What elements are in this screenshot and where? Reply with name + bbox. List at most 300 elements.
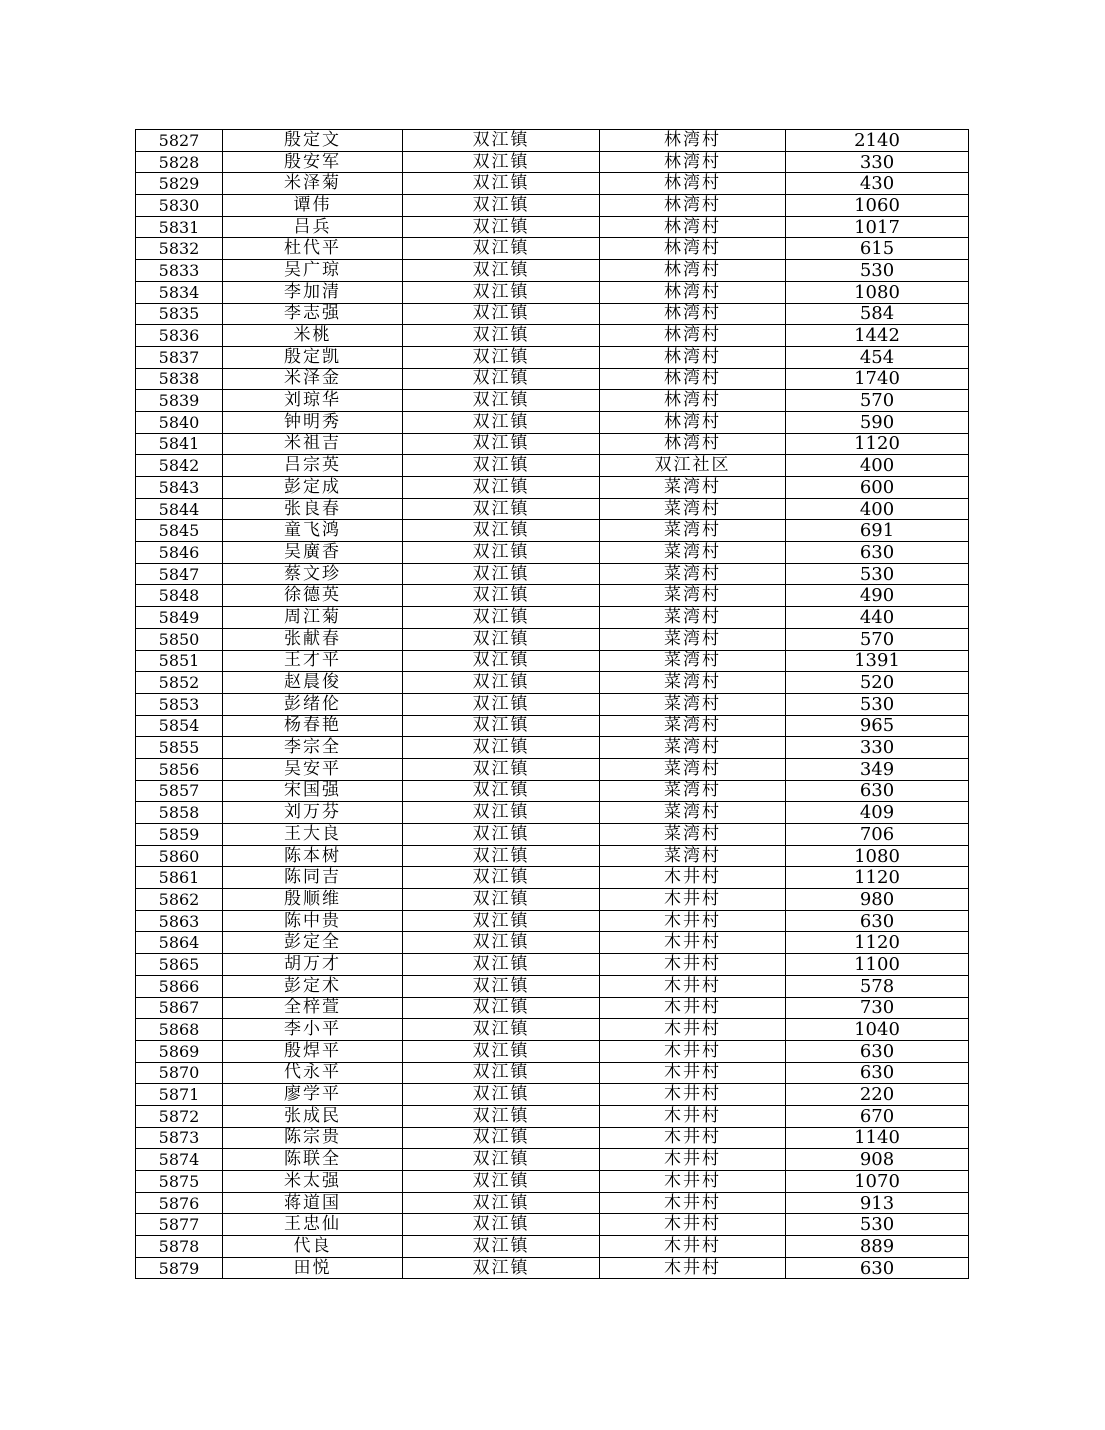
cell-name: 刘琼华 bbox=[223, 390, 403, 412]
cell-id: 5827 bbox=[136, 130, 223, 152]
cell-amount: 570 bbox=[786, 390, 969, 412]
cell-amount: 630 bbox=[786, 780, 969, 802]
cell-id: 5863 bbox=[136, 910, 223, 932]
cell-id: 5874 bbox=[136, 1149, 223, 1171]
cell-village: 林湾村 bbox=[600, 368, 786, 390]
cell-name: 殷定凯 bbox=[223, 346, 403, 368]
table-row bbox=[136, 910, 969, 932]
cell-name: 徐德英 bbox=[223, 585, 403, 607]
table-row bbox=[136, 281, 969, 303]
cell-name: 张成民 bbox=[223, 1105, 403, 1127]
cell-amount: 1100 bbox=[786, 954, 969, 976]
cell-village: 林湾村 bbox=[600, 303, 786, 325]
cell-amount: 1080 bbox=[786, 281, 969, 303]
cell-id: 5859 bbox=[136, 824, 223, 846]
cell-amount: 578 bbox=[786, 975, 969, 997]
cell-id: 5862 bbox=[136, 889, 223, 911]
cell-id: 5833 bbox=[136, 260, 223, 282]
cell-town: 双江镇 bbox=[403, 173, 600, 195]
table-row bbox=[136, 585, 969, 607]
cell-town: 双江镇 bbox=[403, 1105, 600, 1127]
cell-name: 殷焊平 bbox=[223, 1040, 403, 1062]
cell-town: 双江镇 bbox=[403, 997, 600, 1019]
cell-amount: 2140 bbox=[786, 130, 969, 152]
table-row bbox=[136, 845, 969, 867]
cell-amount: 1070 bbox=[786, 1171, 969, 1193]
cell-village: 菜湾村 bbox=[600, 650, 786, 672]
cell-amount: 349 bbox=[786, 758, 969, 780]
cell-village: 木井村 bbox=[600, 1171, 786, 1193]
cell-village: 菜湾村 bbox=[600, 628, 786, 650]
cell-amount: 530 bbox=[786, 1214, 969, 1236]
table-row bbox=[136, 216, 969, 238]
table-row bbox=[136, 1236, 969, 1258]
cell-id: 5840 bbox=[136, 411, 223, 433]
table-row bbox=[136, 737, 969, 759]
table-row bbox=[136, 520, 969, 542]
cell-amount: 691 bbox=[786, 520, 969, 542]
cell-name: 李小平 bbox=[223, 1019, 403, 1041]
cell-town: 双江镇 bbox=[403, 585, 600, 607]
cell-name: 李志强 bbox=[223, 303, 403, 325]
table-row bbox=[136, 867, 969, 889]
cell-amount: 730 bbox=[786, 997, 969, 1019]
table-row bbox=[136, 802, 969, 824]
cell-town: 双江镇 bbox=[403, 498, 600, 520]
cell-name: 廖学平 bbox=[223, 1084, 403, 1106]
table-row bbox=[136, 693, 969, 715]
table-row bbox=[136, 650, 969, 672]
cell-village: 木井村 bbox=[600, 867, 786, 889]
table-row bbox=[136, 477, 969, 499]
cell-village: 木井村 bbox=[600, 1192, 786, 1214]
cell-town: 双江镇 bbox=[403, 260, 600, 282]
cell-name: 李加清 bbox=[223, 281, 403, 303]
cell-amount: 1120 bbox=[786, 932, 969, 954]
cell-village: 林湾村 bbox=[600, 411, 786, 433]
cell-name: 陈同吉 bbox=[223, 867, 403, 889]
cell-amount: 670 bbox=[786, 1105, 969, 1127]
cell-name: 彭定全 bbox=[223, 932, 403, 954]
cell-name: 吴广琼 bbox=[223, 260, 403, 282]
cell-amount: 908 bbox=[786, 1149, 969, 1171]
table-row bbox=[136, 1105, 969, 1127]
table-row bbox=[136, 260, 969, 282]
cell-name: 王才平 bbox=[223, 650, 403, 672]
cell-town: 双江镇 bbox=[403, 151, 600, 173]
cell-town: 双江镇 bbox=[403, 975, 600, 997]
cell-name: 吴廣香 bbox=[223, 542, 403, 564]
cell-id: 5860 bbox=[136, 845, 223, 867]
table-row bbox=[136, 390, 969, 412]
cell-id: 5877 bbox=[136, 1214, 223, 1236]
cell-name: 米泽金 bbox=[223, 368, 403, 390]
cell-name: 宋国强 bbox=[223, 780, 403, 802]
table-row bbox=[136, 889, 969, 911]
cell-village: 木井村 bbox=[600, 1214, 786, 1236]
cell-amount: 1040 bbox=[786, 1019, 969, 1041]
cell-town: 双江镇 bbox=[403, 455, 600, 477]
cell-village: 木井村 bbox=[600, 1062, 786, 1084]
cell-town: 双江镇 bbox=[403, 910, 600, 932]
cell-name: 蔡文珍 bbox=[223, 563, 403, 585]
cell-name: 杨春艳 bbox=[223, 715, 403, 737]
cell-name: 张献春 bbox=[223, 628, 403, 650]
cell-town: 双江镇 bbox=[403, 238, 600, 260]
table-row bbox=[136, 607, 969, 629]
cell-village: 木井村 bbox=[600, 932, 786, 954]
cell-town: 双江镇 bbox=[403, 433, 600, 455]
cell-village: 菜湾村 bbox=[600, 824, 786, 846]
cell-id: 5829 bbox=[136, 173, 223, 195]
cell-id: 5830 bbox=[136, 195, 223, 217]
cell-town: 双江镇 bbox=[403, 607, 600, 629]
cell-town: 双江镇 bbox=[403, 303, 600, 325]
cell-amount: 530 bbox=[786, 260, 969, 282]
cell-town: 双江镇 bbox=[403, 628, 600, 650]
cell-town: 双江镇 bbox=[403, 1236, 600, 1258]
table-row bbox=[136, 542, 969, 564]
cell-amount: 1080 bbox=[786, 845, 969, 867]
cell-id: 5847 bbox=[136, 563, 223, 585]
cell-amount: 706 bbox=[786, 824, 969, 846]
cell-amount: 630 bbox=[786, 542, 969, 564]
cell-town: 双江镇 bbox=[403, 1192, 600, 1214]
cell-id: 5836 bbox=[136, 325, 223, 347]
cell-id: 5872 bbox=[136, 1105, 223, 1127]
cell-id: 5864 bbox=[136, 932, 223, 954]
cell-id: 5861 bbox=[136, 867, 223, 889]
cell-amount: 430 bbox=[786, 173, 969, 195]
cell-amount: 630 bbox=[786, 1040, 969, 1062]
cell-town: 双江镇 bbox=[403, 715, 600, 737]
cell-town: 双江镇 bbox=[403, 1019, 600, 1041]
cell-name: 刘万芬 bbox=[223, 802, 403, 824]
cell-amount: 330 bbox=[786, 151, 969, 173]
table-row bbox=[136, 151, 969, 173]
table-row bbox=[136, 1062, 969, 1084]
cell-town: 双江镇 bbox=[403, 889, 600, 911]
cell-village: 林湾村 bbox=[600, 238, 786, 260]
cell-id: 5843 bbox=[136, 477, 223, 499]
cell-id: 5835 bbox=[136, 303, 223, 325]
table-row bbox=[136, 780, 969, 802]
cell-id: 5845 bbox=[136, 520, 223, 542]
cell-village: 菜湾村 bbox=[600, 477, 786, 499]
cell-amount: 1120 bbox=[786, 867, 969, 889]
cell-name: 李宗全 bbox=[223, 737, 403, 759]
cell-id: 5857 bbox=[136, 780, 223, 802]
cell-amount: 440 bbox=[786, 607, 969, 629]
table-row bbox=[136, 498, 969, 520]
table-row bbox=[136, 238, 969, 260]
table-row bbox=[136, 954, 969, 976]
cell-id: 5834 bbox=[136, 281, 223, 303]
table-row bbox=[136, 1257, 969, 1279]
cell-village: 菜湾村 bbox=[600, 802, 786, 824]
cell-id: 5837 bbox=[136, 346, 223, 368]
cell-amount: 630 bbox=[786, 1062, 969, 1084]
cell-id: 5850 bbox=[136, 628, 223, 650]
cell-village: 菜湾村 bbox=[600, 520, 786, 542]
cell-id: 5852 bbox=[136, 672, 223, 694]
cell-amount: 889 bbox=[786, 1236, 969, 1258]
cell-village: 木井村 bbox=[600, 1105, 786, 1127]
cell-id: 5856 bbox=[136, 758, 223, 780]
cell-amount: 630 bbox=[786, 1257, 969, 1279]
cell-village: 木井村 bbox=[600, 997, 786, 1019]
cell-town: 双江镇 bbox=[403, 1127, 600, 1149]
cell-town: 双江镇 bbox=[403, 802, 600, 824]
table-row bbox=[136, 173, 969, 195]
cell-amount: 409 bbox=[786, 802, 969, 824]
cell-town: 双江镇 bbox=[403, 737, 600, 759]
cell-id: 5869 bbox=[136, 1040, 223, 1062]
cell-name: 谭伟 bbox=[223, 195, 403, 217]
cell-town: 双江镇 bbox=[403, 693, 600, 715]
cell-name: 殷顺维 bbox=[223, 889, 403, 911]
table-row bbox=[136, 1040, 969, 1062]
cell-village: 双江社区 bbox=[600, 455, 786, 477]
cell-name: 全梓萱 bbox=[223, 997, 403, 1019]
cell-name: 陈中贵 bbox=[223, 910, 403, 932]
table-row bbox=[136, 1214, 969, 1236]
cell-village: 菜湾村 bbox=[600, 542, 786, 564]
cell-village: 木井村 bbox=[600, 1236, 786, 1258]
cell-amount: 1120 bbox=[786, 433, 969, 455]
cell-village: 林湾村 bbox=[600, 195, 786, 217]
cell-id: 5873 bbox=[136, 1127, 223, 1149]
table-row bbox=[136, 303, 969, 325]
cell-name: 吴安平 bbox=[223, 758, 403, 780]
table-row bbox=[136, 346, 969, 368]
cell-name: 赵晨俊 bbox=[223, 672, 403, 694]
cell-village: 林湾村 bbox=[600, 433, 786, 455]
cell-id: 5838 bbox=[136, 368, 223, 390]
cell-village: 林湾村 bbox=[600, 173, 786, 195]
cell-village: 木井村 bbox=[600, 1084, 786, 1106]
cell-village: 菜湾村 bbox=[600, 780, 786, 802]
cell-name: 张良春 bbox=[223, 498, 403, 520]
cell-amount: 490 bbox=[786, 585, 969, 607]
cell-id: 5842 bbox=[136, 455, 223, 477]
cell-name: 王大良 bbox=[223, 824, 403, 846]
cell-village: 木井村 bbox=[600, 1040, 786, 1062]
cell-amount: 530 bbox=[786, 693, 969, 715]
cell-name: 吕宗英 bbox=[223, 455, 403, 477]
cell-village: 林湾村 bbox=[600, 281, 786, 303]
cell-village: 林湾村 bbox=[600, 390, 786, 412]
cell-amount: 454 bbox=[786, 346, 969, 368]
cell-village: 菜湾村 bbox=[600, 563, 786, 585]
cell-town: 双江镇 bbox=[403, 411, 600, 433]
cell-name: 陈宗贵 bbox=[223, 1127, 403, 1149]
cell-id: 5849 bbox=[136, 607, 223, 629]
cell-town: 双江镇 bbox=[403, 867, 600, 889]
cell-id: 5839 bbox=[136, 390, 223, 412]
cell-village: 林湾村 bbox=[600, 346, 786, 368]
cell-id: 5867 bbox=[136, 997, 223, 1019]
cell-name: 彭绪伦 bbox=[223, 693, 403, 715]
cell-id: 5865 bbox=[136, 954, 223, 976]
table-row bbox=[136, 433, 969, 455]
cell-amount: 584 bbox=[786, 303, 969, 325]
cell-id: 5853 bbox=[136, 693, 223, 715]
cell-village: 木井村 bbox=[600, 1127, 786, 1149]
cell-village: 林湾村 bbox=[600, 260, 786, 282]
cell-name: 代良 bbox=[223, 1236, 403, 1258]
cell-town: 双江镇 bbox=[403, 650, 600, 672]
cell-village: 林湾村 bbox=[600, 216, 786, 238]
cell-amount: 330 bbox=[786, 737, 969, 759]
cell-village: 木井村 bbox=[600, 1257, 786, 1279]
cell-village: 菜湾村 bbox=[600, 845, 786, 867]
cell-town: 双江镇 bbox=[403, 390, 600, 412]
cell-name: 殷定文 bbox=[223, 130, 403, 152]
cell-amount: 1391 bbox=[786, 650, 969, 672]
table-row bbox=[136, 411, 969, 433]
cell-town: 双江镇 bbox=[403, 563, 600, 585]
table-row bbox=[136, 130, 969, 152]
cell-name: 吕兵 bbox=[223, 216, 403, 238]
cell-id: 5841 bbox=[136, 433, 223, 455]
cell-town: 双江镇 bbox=[403, 542, 600, 564]
cell-village: 林湾村 bbox=[600, 130, 786, 152]
cell-id: 5876 bbox=[136, 1192, 223, 1214]
cell-town: 双江镇 bbox=[403, 195, 600, 217]
cell-village: 木井村 bbox=[600, 954, 786, 976]
cell-town: 双江镇 bbox=[403, 1257, 600, 1279]
cell-amount: 220 bbox=[786, 1084, 969, 1106]
table-row bbox=[136, 758, 969, 780]
cell-village: 菜湾村 bbox=[600, 715, 786, 737]
cell-id: 5832 bbox=[136, 238, 223, 260]
cell-name: 米泽菊 bbox=[223, 173, 403, 195]
cell-id: 5848 bbox=[136, 585, 223, 607]
cell-id: 5831 bbox=[136, 216, 223, 238]
table-row bbox=[136, 563, 969, 585]
cell-village: 木井村 bbox=[600, 1149, 786, 1171]
cell-id: 5879 bbox=[136, 1257, 223, 1279]
cell-town: 双江镇 bbox=[403, 325, 600, 347]
cell-amount: 1140 bbox=[786, 1127, 969, 1149]
cell-name: 陈联全 bbox=[223, 1149, 403, 1171]
cell-name: 王忠仙 bbox=[223, 1214, 403, 1236]
cell-village: 木井村 bbox=[600, 889, 786, 911]
cell-town: 双江镇 bbox=[403, 1171, 600, 1193]
cell-name: 周江菊 bbox=[223, 607, 403, 629]
cell-name: 钟明秀 bbox=[223, 411, 403, 433]
cell-town: 双江镇 bbox=[403, 520, 600, 542]
cell-id: 5871 bbox=[136, 1084, 223, 1106]
cell-town: 双江镇 bbox=[403, 1084, 600, 1106]
cell-name: 米桃 bbox=[223, 325, 403, 347]
cell-name: 代永平 bbox=[223, 1062, 403, 1084]
table-row bbox=[136, 1192, 969, 1214]
cell-id: 5844 bbox=[136, 498, 223, 520]
cell-town: 双江镇 bbox=[403, 672, 600, 694]
cell-amount: 530 bbox=[786, 563, 969, 585]
cell-amount: 1017 bbox=[786, 216, 969, 238]
cell-village: 木井村 bbox=[600, 975, 786, 997]
cell-amount: 1060 bbox=[786, 195, 969, 217]
data-table bbox=[135, 129, 969, 1279]
cell-town: 双江镇 bbox=[403, 1149, 600, 1171]
table-row bbox=[136, 1019, 969, 1041]
cell-amount: 630 bbox=[786, 910, 969, 932]
table-row bbox=[136, 1084, 969, 1106]
cell-id: 5846 bbox=[136, 542, 223, 564]
cell-name: 田悦 bbox=[223, 1257, 403, 1279]
cell-amount: 400 bbox=[786, 498, 969, 520]
cell-village: 菜湾村 bbox=[600, 758, 786, 780]
cell-name: 蒋道国 bbox=[223, 1192, 403, 1214]
cell-town: 双江镇 bbox=[403, 281, 600, 303]
cell-village: 林湾村 bbox=[600, 325, 786, 347]
table-row bbox=[136, 368, 969, 390]
cell-name: 彭定术 bbox=[223, 975, 403, 997]
cell-town: 双江镇 bbox=[403, 1040, 600, 1062]
cell-amount: 520 bbox=[786, 672, 969, 694]
cell-amount: 913 bbox=[786, 1192, 969, 1214]
cell-amount: 590 bbox=[786, 411, 969, 433]
cell-village: 菜湾村 bbox=[600, 737, 786, 759]
cell-town: 双江镇 bbox=[403, 368, 600, 390]
table-row bbox=[136, 997, 969, 1019]
cell-amount: 615 bbox=[786, 238, 969, 260]
cell-amount: 600 bbox=[786, 477, 969, 499]
table-row bbox=[136, 628, 969, 650]
cell-town: 双江镇 bbox=[403, 845, 600, 867]
cell-town: 双江镇 bbox=[403, 346, 600, 368]
cell-name: 米太强 bbox=[223, 1171, 403, 1193]
cell-village: 木井村 bbox=[600, 910, 786, 932]
cell-village: 菜湾村 bbox=[600, 607, 786, 629]
cell-name: 杜代平 bbox=[223, 238, 403, 260]
cell-town: 双江镇 bbox=[403, 824, 600, 846]
cell-amount: 1442 bbox=[786, 325, 969, 347]
cell-id: 5866 bbox=[136, 975, 223, 997]
cell-name: 童飞鸿 bbox=[223, 520, 403, 542]
table-body bbox=[136, 130, 969, 1279]
table-row bbox=[136, 1127, 969, 1149]
table-row bbox=[136, 1171, 969, 1193]
cell-name: 陈本树 bbox=[223, 845, 403, 867]
cell-town: 双江镇 bbox=[403, 130, 600, 152]
cell-amount: 965 bbox=[786, 715, 969, 737]
cell-name: 胡万才 bbox=[223, 954, 403, 976]
cell-village: 菜湾村 bbox=[600, 585, 786, 607]
table-row bbox=[136, 1149, 969, 1171]
cell-id: 5828 bbox=[136, 151, 223, 173]
cell-village: 菜湾村 bbox=[600, 693, 786, 715]
cell-town: 双江镇 bbox=[403, 932, 600, 954]
table-row bbox=[136, 932, 969, 954]
cell-name: 彭定成 bbox=[223, 477, 403, 499]
cell-id: 5878 bbox=[136, 1236, 223, 1258]
table-row bbox=[136, 824, 969, 846]
cell-village: 林湾村 bbox=[600, 151, 786, 173]
cell-id: 5868 bbox=[136, 1019, 223, 1041]
cell-village: 菜湾村 bbox=[600, 498, 786, 520]
cell-amount: 980 bbox=[786, 889, 969, 911]
cell-town: 双江镇 bbox=[403, 954, 600, 976]
cell-town: 双江镇 bbox=[403, 1214, 600, 1236]
cell-amount: 400 bbox=[786, 455, 969, 477]
cell-id: 5858 bbox=[136, 802, 223, 824]
table-row bbox=[136, 195, 969, 217]
cell-id: 5854 bbox=[136, 715, 223, 737]
